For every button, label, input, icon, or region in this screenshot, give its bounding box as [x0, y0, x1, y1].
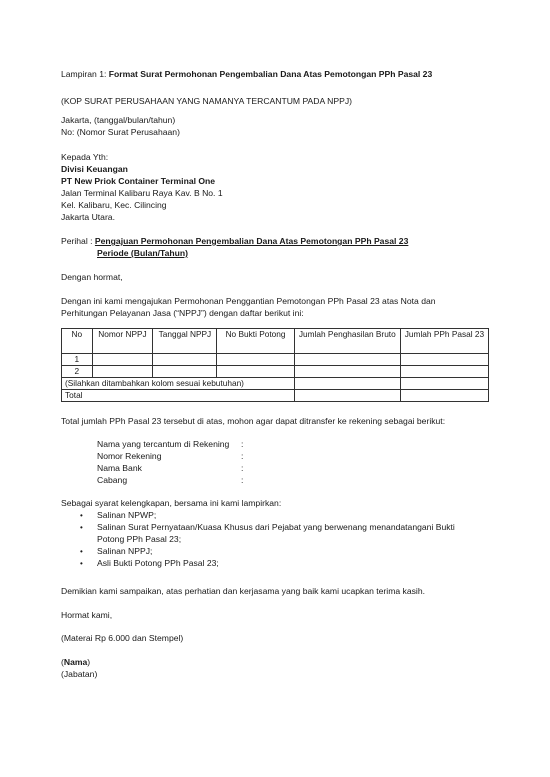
bullet-icon: • [80, 547, 83, 556]
nppj-table [61, 328, 489, 402]
letterhead-placeholder: (KOP SURAT PERUSAHAAN YANG NAMANYA TERCANTUM PADA NPPJ) [61, 96, 352, 106]
table-total-row [62, 390, 489, 402]
table-cell [217, 354, 294, 366]
table-cell [294, 366, 400, 378]
table-cell [400, 366, 488, 378]
table-note-row [62, 378, 489, 390]
document-title [61, 69, 432, 80]
recipient-greeting: Kepada Yth: [61, 152, 109, 162]
table-cell [217, 366, 294, 378]
letter-number: No: (Nomor Surat Perusahaan) [61, 127, 180, 137]
table-cell [294, 354, 400, 366]
regards: Hormat kami, [61, 610, 113, 620]
attachment-item: Salinan Surat Pernyataan/Kuasa Khusus dari Pejabat yang berwenang menandatangani Bukti [97, 522, 455, 532]
header-jumlah-pph-23: Jumlah PPh Pasal 23 [400, 329, 488, 354]
table-header-row [62, 329, 489, 354]
signature-name [61, 657, 90, 668]
table-cell [400, 354, 488, 366]
place-date: Jakarta, (tanggal/bulan/tahun) [61, 115, 176, 125]
signature-paren-open: ( [61, 657, 64, 667]
table-cell [400, 378, 488, 390]
salutation: Dengan hormat, [61, 272, 123, 282]
header-tanggal-nppj: Tanggal NPPJ [153, 329, 217, 354]
title-prefix: Lampiran 1: [61, 69, 109, 79]
attachments-intro: Sebagai syarat kelengkapan, bersama ini kami lampirkan: [61, 498, 282, 508]
recipient-city: Jakarta Utara. [61, 212, 115, 222]
table-note: (Silahkan ditambahkan kolom sesuai kebutuhan) [62, 378, 295, 390]
recipient-company: PT New Priok Container Terminal One [61, 176, 216, 186]
header-jumlah-penghasilan-bruto: Jumlah Penghasilan Bruto [294, 329, 400, 354]
bank-field-label: Nomor Rekening [97, 451, 162, 461]
closing-text: Demikian kami sampaikan, atas perhatian dan kerjasama yang baik kami ucapkan terima kasih. [61, 586, 425, 596]
attachment-item-continued: Potong PPh Pasal 23; [97, 534, 182, 544]
table-row [62, 354, 489, 366]
bullet-icon: • [80, 511, 83, 520]
header-no: No [62, 329, 93, 354]
subject-title: Pengajuan Permohonan Pengembalian Dana Atas Pemotongan PPh Pasal 23 [94, 236, 409, 246]
recipient-division: Divisi Keuangan [61, 164, 128, 174]
bank-field-label: Nama Bank [97, 463, 142, 473]
header-no-bukti-potong: No Bukti Potong [217, 329, 294, 354]
attachment-item: Asli Bukti Potong PPh Pasal 23; [97, 558, 219, 568]
bank-field-colon: : [241, 439, 244, 449]
header-nomor-nppj: Nomor NPPJ [92, 329, 153, 354]
table-total-label: Total [62, 390, 295, 402]
bullet-icon: • [80, 523, 83, 532]
intro-line-1: Dengan ini kami mengajukan Permohonan Penggantian Pemotongan PPh Pasal 23 atas Nota dan [61, 296, 436, 306]
table-cell [400, 390, 488, 402]
bank-field-colon: : [241, 463, 244, 473]
subject-line [61, 236, 408, 247]
table-cell [92, 354, 153, 366]
bank-field-colon: : [241, 475, 244, 485]
recipient-address-2: Kel. Kalibaru, Kec. Cilincing [61, 200, 167, 210]
bank-field-colon: : [241, 451, 244, 461]
transfer-text: Total jumlah PPh Pasal 23 tersebut di atas, mohon agar dapat ditransfer ke rekening sebagai berikut: [61, 416, 446, 426]
recipient-address-1: Jalan Terminal Kalibaru Raya Kav. B No. 1 [61, 188, 223, 198]
attachment-item: Salinan NPWP; [97, 510, 157, 520]
table-cell [294, 390, 400, 402]
row-number: 2 [62, 366, 93, 378]
bank-field-label: Cabang [97, 475, 128, 485]
table-cell [153, 354, 217, 366]
table-cell [153, 366, 217, 378]
signature-name-text: Nama [63, 657, 88, 667]
stamp-placeholder: (Materai Rp 6.000 dan Stempel) [61, 633, 184, 643]
signature-paren-close: ) [87, 657, 91, 667]
table-cell [294, 378, 400, 390]
row-number: 1 [62, 354, 93, 366]
intro-line-2: Perhitungan Pelayanan Jasa (“NPPJ”) dengan daftar berikut ini: [61, 308, 304, 318]
signature-position: (Jabatan) [61, 669, 98, 679]
attachment-item: Salinan NPPJ; [97, 546, 153, 556]
table-cell [92, 366, 153, 378]
subject-label: Perihal : [61, 236, 95, 246]
bank-field-label: Nama yang tercantum di Rekening [97, 439, 230, 449]
title-main: Format Surat Permohonan Pengembalian Dana Atas Pemotongan PPh Pasal 23 [108, 69, 433, 79]
subject-period: Periode (Bulan/Tahun) [97, 248, 189, 258]
table-row [62, 366, 489, 378]
bullet-icon: • [80, 559, 83, 568]
